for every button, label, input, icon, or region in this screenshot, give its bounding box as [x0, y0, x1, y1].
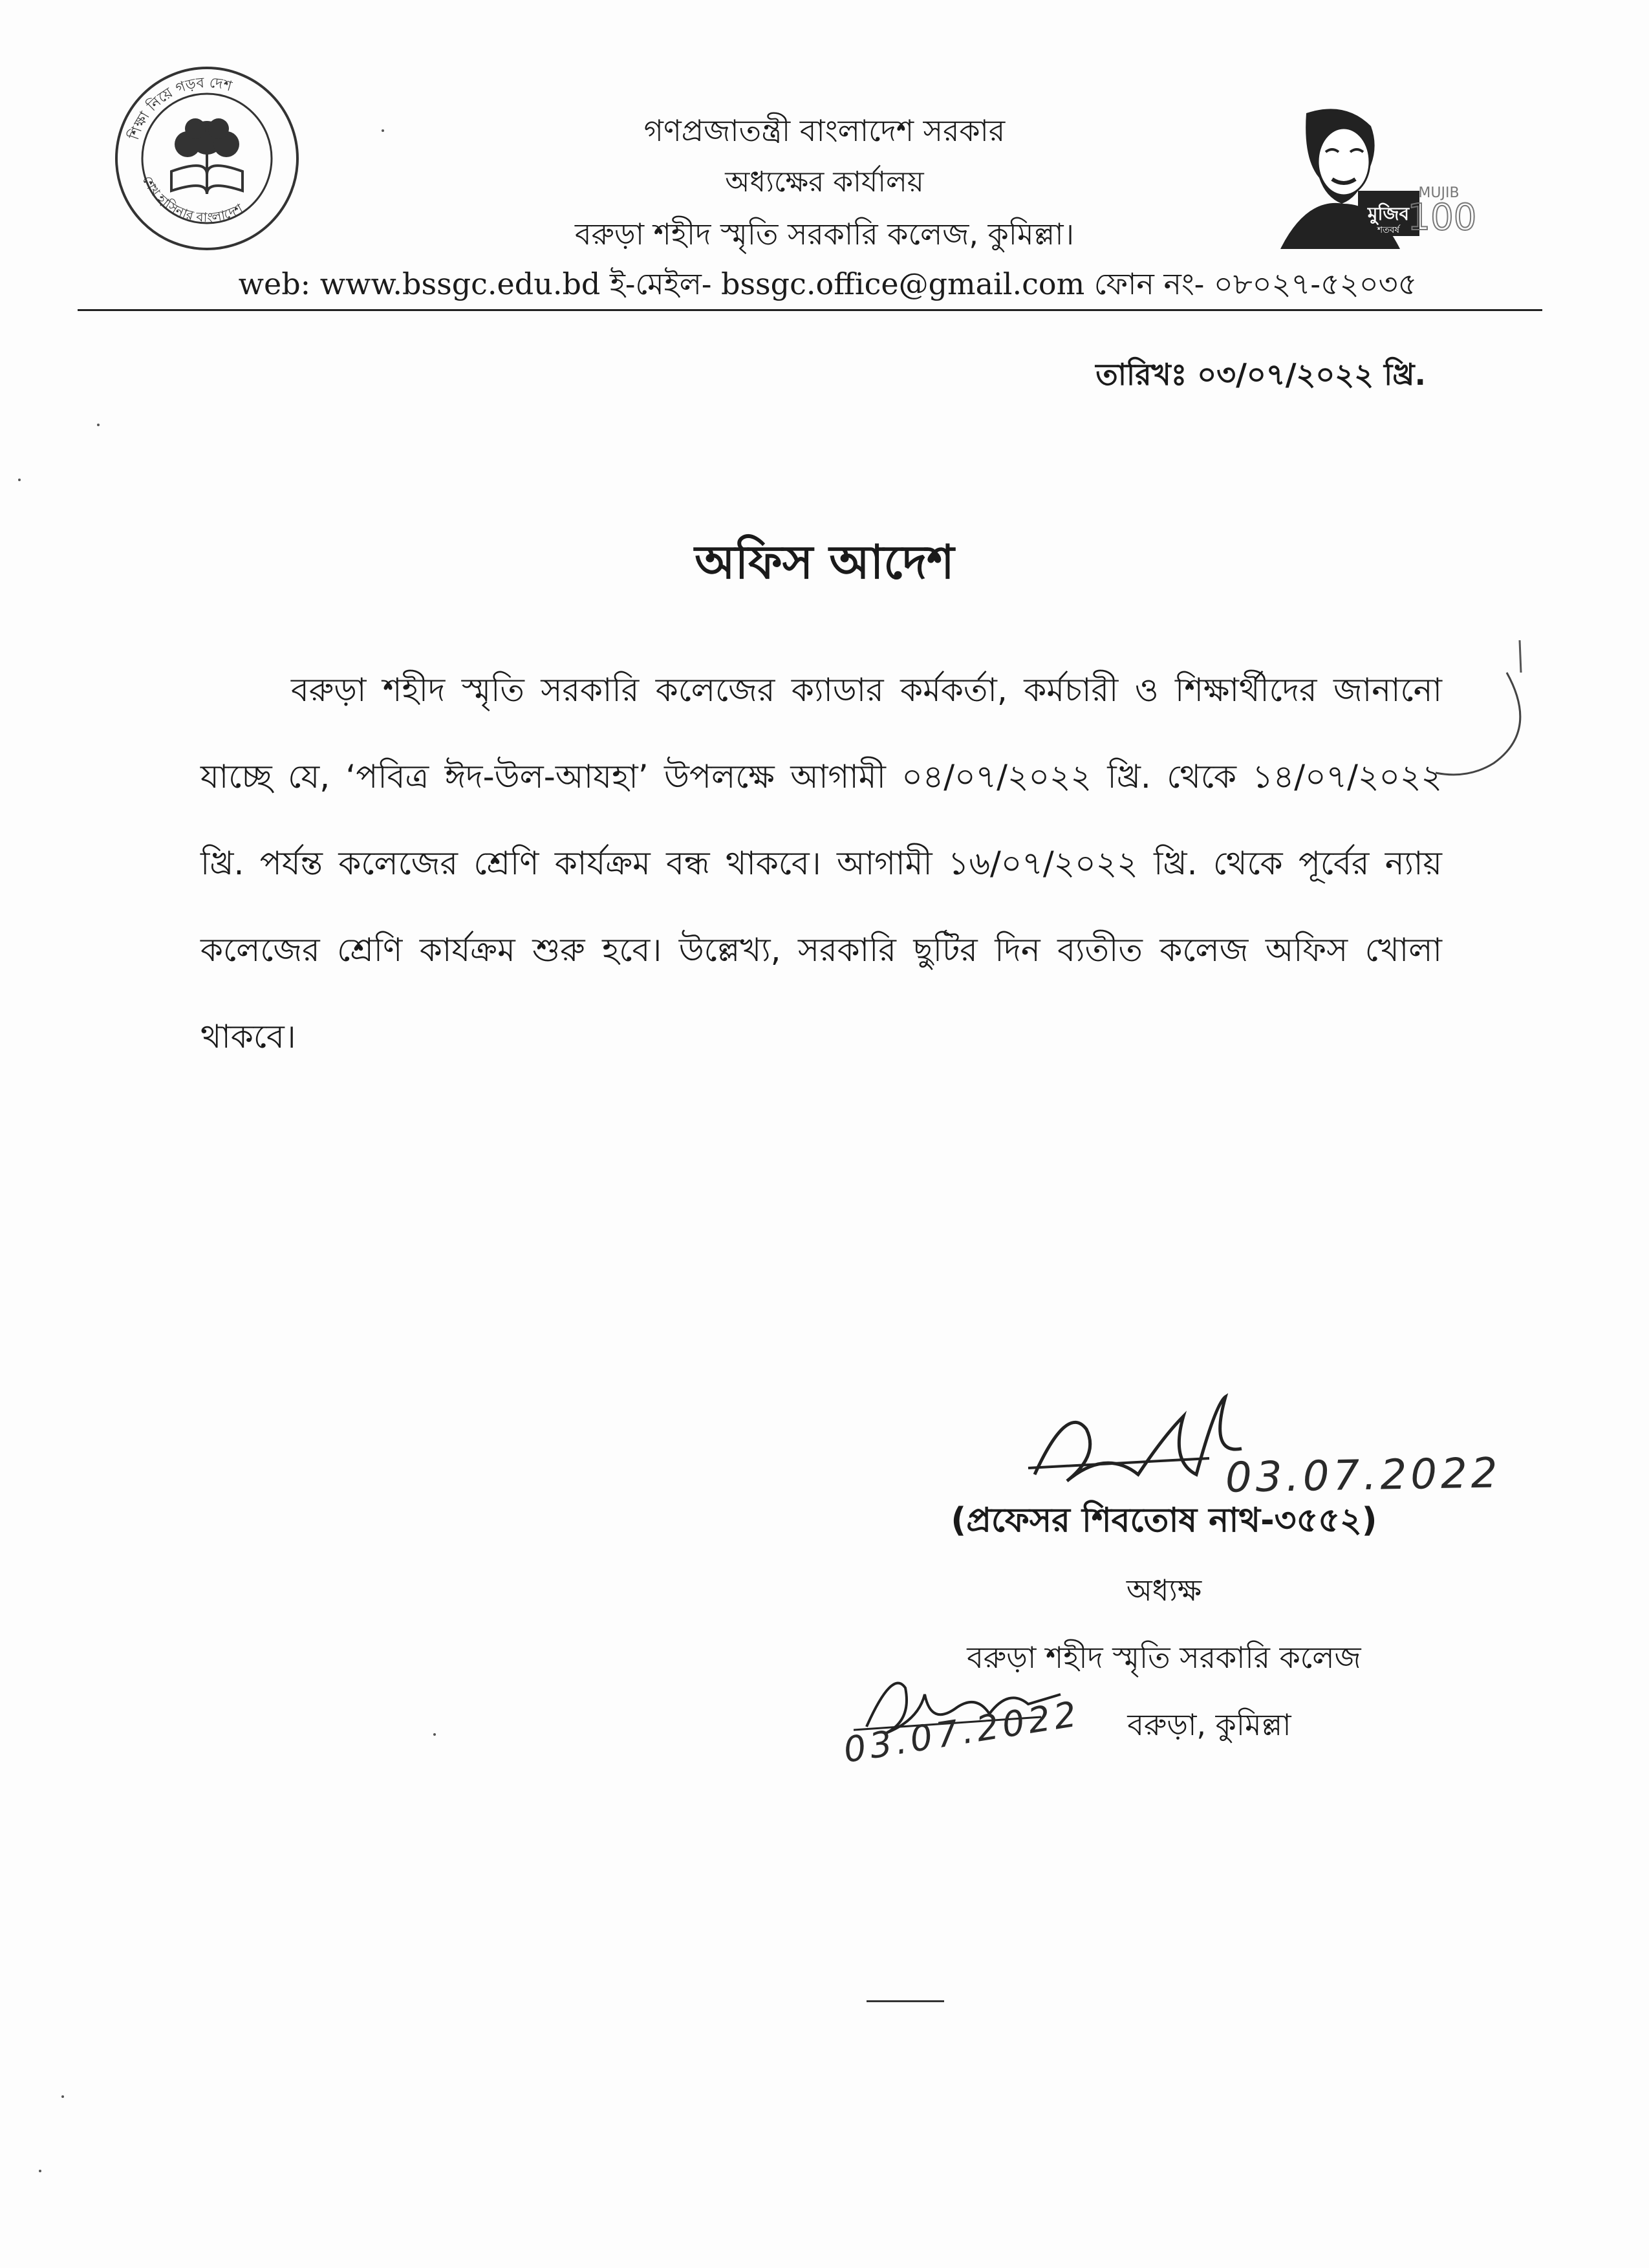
- signatory-name: (প্রফেসর শিবতোষ নাথ-৩৫৫২): [951, 1501, 1377, 1540]
- college-logo: [110, 61, 304, 255]
- svg-text:শেখ হাসিনার বাংলাদেশ: শেখ হাসিনার বাংলাদেশ: [139, 173, 246, 226]
- svg-text:100: 100: [1407, 197, 1477, 239]
- mujib-100-logo: [1267, 100, 1487, 249]
- handwritten-date-countersign: 03.07.2022: [841, 1693, 1083, 1771]
- scan-speck: [61, 2095, 64, 2098]
- order-body: বরুড়া শহীদ স্মৃতি সরকারি কলেজের ক্যাডার কর্মকর্তা, কর্মচারী ও শিক্ষার্থীদের জানানো যাচ্ছে যে, ‘পবিত্র ঈদ-উল-আযহা’ উপলক্ষে আগামী ০৪/০৭/২০২২ খ্রি. থেকে ১৪/০৭/২০২২ খ্রি. পর্যন্ত কলেজের শ্রেণি কার্যক্রম বন্ধ থাকবে। আগামী ১৬/০৭/২০২২ খ্রি. থেকে পূর্বের ন্যায় কলেজের শ্রেণি কার্যক্রম শুরু হবে। উল্লেখ্য, সরকারি ছুটির দিন ব্যতীত কলেজ অফিস খোলা থাকবে।: [200, 671, 1442, 1055]
- handwritten-date-principal: 03.07.2022: [1225, 1449, 1502, 1502]
- svg-text:MUJIB: MUJIB: [1418, 185, 1460, 201]
- scan-speck: [433, 1733, 436, 1736]
- contact-line: web: www.bssgc.edu.bd ই-মেইল- bssgc.office@gmail.com ফোন নং- ০৮০২৭-৫২০৩৫: [238, 266, 1417, 301]
- signatory-designation: অধ্যক্ষ: [1126, 1573, 1202, 1608]
- svg-text:মুজিব: মুজিব: [1367, 203, 1410, 224]
- document-title: অফিস আদেশ: [695, 535, 954, 589]
- svg-text:শিক্ষা নিয়ে গড়ব দেশ: শিক্ষা নিয়ে গড়ব দেশ: [126, 74, 234, 142]
- margin-pen-mark: [1410, 634, 1539, 802]
- scan-speck: [382, 129, 384, 132]
- signatory-institution: বরুড়া শহীদ স্মৃতি সরকারি কলেজ: [967, 1640, 1361, 1675]
- scan-speck: [18, 479, 21, 481]
- college-name: বরুড়া শহীদ স্মৃতি সরকারি কলেজ, কুমিল্লা।: [574, 217, 1075, 252]
- signatory-location: বরুড়া, কুমিল্লা: [1127, 1707, 1291, 1742]
- government-name: গণপ্রজাতন্ত্রী বাংলাদেশ সরকার: [643, 113, 1006, 148]
- document-date: তারিখঃ ০৩/০৭/২০২২ খ্রি.: [1095, 357, 1426, 392]
- scan-speck: [97, 424, 100, 426]
- bottom-dash-mark: [867, 2000, 944, 2002]
- svg-text:শতবর্ষ: শতবর্ষ: [1377, 225, 1400, 235]
- letterhead-divider: [78, 309, 1542, 311]
- scan-speck: [39, 2170, 41, 2172]
- office-name: অধ্যক্ষের কার্যালয়: [725, 166, 924, 199]
